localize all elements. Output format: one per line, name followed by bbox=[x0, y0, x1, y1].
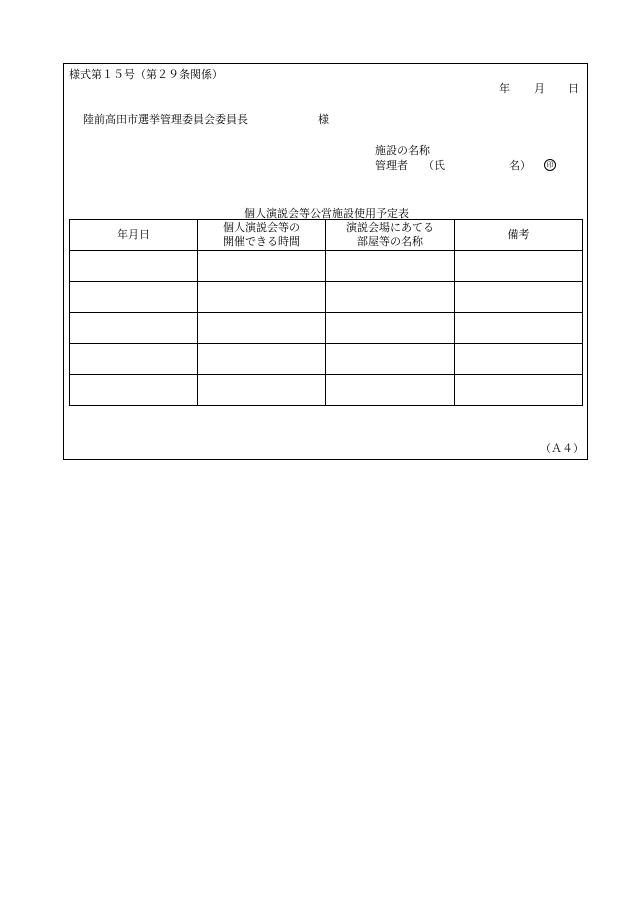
header-date: 年月日 bbox=[70, 220, 198, 251]
cell-remarks[interactable] bbox=[455, 313, 583, 344]
seal-mark bbox=[542, 158, 556, 171]
facility-name-label: 施設の名称 bbox=[375, 144, 430, 157]
header-time: 個人演説会等の 開催できる時間 bbox=[198, 220, 326, 251]
table-row bbox=[70, 344, 583, 375]
cell-room[interactable] bbox=[326, 344, 455, 375]
cell-remarks[interactable] bbox=[455, 375, 583, 406]
cell-room[interactable] bbox=[326, 251, 455, 282]
manager-name-close: 名） bbox=[509, 159, 531, 172]
date-month-label: 月 bbox=[534, 82, 545, 95]
honorific: 様 bbox=[318, 113, 329, 126]
cell-remarks[interactable] bbox=[455, 344, 583, 375]
manager-name-open: （氏 bbox=[423, 159, 445, 172]
form-number: 様式第１５号（第２９条関係） bbox=[69, 68, 223, 81]
seal-icon: 印 bbox=[544, 159, 556, 171]
date-day-label: 日 bbox=[568, 82, 579, 95]
manager-label: 管理者 bbox=[375, 159, 408, 172]
cell-room[interactable] bbox=[326, 375, 455, 406]
cell-remarks[interactable] bbox=[455, 251, 583, 282]
table-row bbox=[70, 375, 583, 406]
table-title: 個人演説会等公営施設使用予定表 bbox=[244, 207, 409, 220]
date-year-label: 年 bbox=[499, 82, 510, 95]
header-room: 演説会場にあてる 部屋等の名称 bbox=[326, 220, 455, 251]
cell-time[interactable] bbox=[198, 251, 326, 282]
table-row bbox=[70, 313, 583, 344]
table-row bbox=[70, 282, 583, 313]
cell-date[interactable] bbox=[70, 313, 198, 344]
schedule-table bbox=[69, 219, 583, 406]
cell-time[interactable] bbox=[198, 344, 326, 375]
cell-date[interactable] bbox=[70, 344, 198, 375]
paper-size-label: （Ａ４） bbox=[540, 442, 584, 455]
cell-room[interactable] bbox=[326, 313, 455, 344]
header-remarks: 備考 bbox=[455, 220, 583, 251]
cell-time[interactable] bbox=[198, 313, 326, 344]
cell-remarks[interactable] bbox=[455, 282, 583, 313]
cell-time[interactable] bbox=[198, 375, 326, 406]
table-header-row bbox=[70, 220, 583, 251]
cell-date[interactable] bbox=[70, 282, 198, 313]
addressee: 陸前高田市選挙管理委員会委員長 bbox=[83, 113, 248, 126]
cell-date[interactable] bbox=[70, 375, 198, 406]
cell-room[interactable] bbox=[326, 282, 455, 313]
table-row bbox=[70, 251, 583, 282]
cell-date[interactable] bbox=[70, 251, 198, 282]
cell-time[interactable] bbox=[198, 282, 326, 313]
